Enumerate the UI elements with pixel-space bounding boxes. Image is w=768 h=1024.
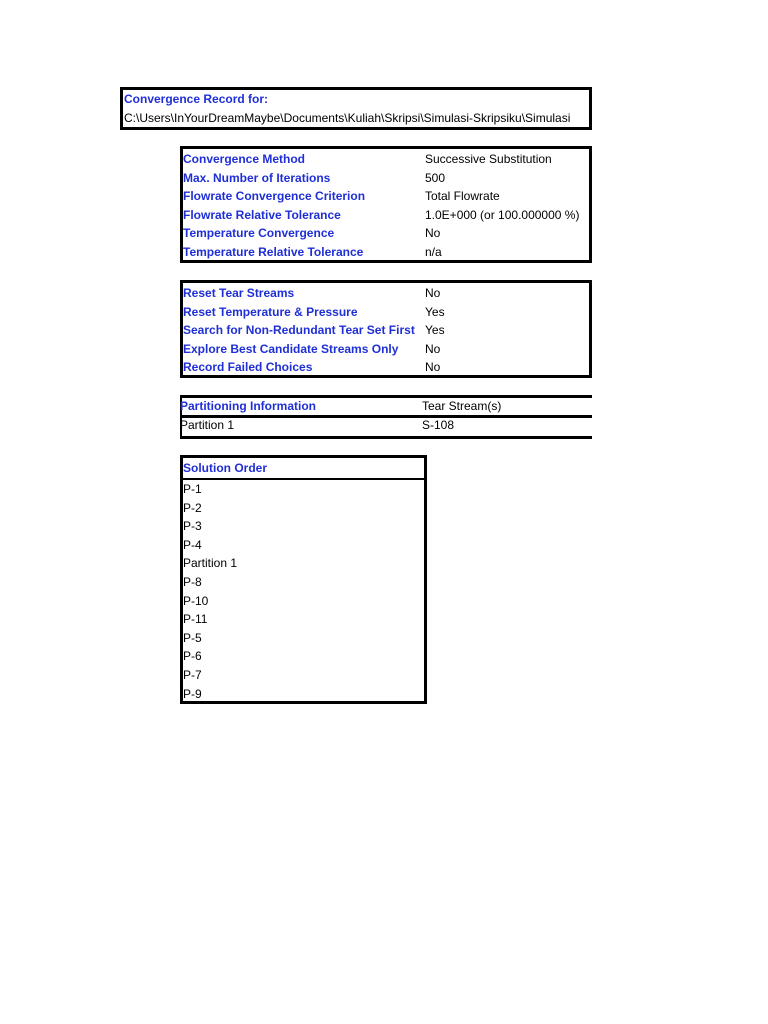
list-item: P-11 xyxy=(183,612,208,627)
option-row xyxy=(183,284,589,303)
tear-options-table xyxy=(180,280,592,378)
list-item: Partition 1 xyxy=(183,556,238,571)
partitioning-header xyxy=(180,395,592,418)
setting-label: Temperature Convergence xyxy=(183,226,335,241)
list-item: P-1 xyxy=(183,482,202,496)
option-value: No xyxy=(425,360,441,375)
setting-value: Successive Substitution xyxy=(425,152,552,166)
option-value: Yes xyxy=(425,323,445,338)
settings-row xyxy=(183,243,589,262)
setting-label: Temperature Relative Tolerance xyxy=(183,244,364,259)
setting-value: No xyxy=(425,226,441,241)
settings-row xyxy=(183,187,589,206)
list-item: P-4 xyxy=(183,537,202,552)
record-title: Convergence Record for: xyxy=(124,92,269,106)
partition-tear-stream: S-108 xyxy=(422,418,455,432)
setting-label: Max. Number of Iterations xyxy=(183,170,331,185)
setting-value: n/a xyxy=(425,244,442,259)
settings-row xyxy=(183,206,589,225)
solution-order-table xyxy=(180,455,427,704)
partitioning-header-value: Tear Stream(s) xyxy=(422,399,502,413)
list-item: P-7 xyxy=(183,667,202,682)
option-value: No xyxy=(425,286,441,300)
record-path: C:\Users\InYourDreamMaybe\Documents\Kuliah\Skripsi\Simulasi-Skripsiku\Simulasi xyxy=(124,111,571,125)
option-row xyxy=(183,358,589,377)
option-label: Record Failed Choices xyxy=(183,360,313,375)
setting-label: Flowrate Convergence Criterion xyxy=(183,189,366,204)
option-label: Search for Non-Redundant Tear Set First xyxy=(183,323,415,338)
list-item: P-3 xyxy=(183,519,202,534)
option-label: Reset Tear Streams xyxy=(183,286,295,300)
list-item: P-8 xyxy=(183,574,202,589)
option-label: Reset Temperature & Pressure xyxy=(183,304,358,319)
partition-row xyxy=(180,418,592,439)
option-row xyxy=(183,303,589,322)
solution-order-header: Solution Order xyxy=(183,458,424,480)
partition-row-content xyxy=(180,418,592,435)
setting-value: Total Flowrate xyxy=(425,189,500,204)
settings-row xyxy=(183,224,589,243)
convergence-record-box xyxy=(120,87,592,130)
option-label: Explore Best Candidate Streams Only xyxy=(183,341,399,356)
partitioning-header-label: Partitioning Information xyxy=(180,399,316,413)
list-item: P-6 xyxy=(183,649,202,664)
option-row xyxy=(183,340,589,359)
settings-row xyxy=(183,169,589,188)
settings-row xyxy=(183,150,589,169)
setting-label: Flowrate Relative Tolerance xyxy=(183,207,341,222)
partition-label: Partition 1 xyxy=(180,418,235,432)
setting-value: 1.0E+000 (or 100.000000 %) xyxy=(425,207,580,222)
option-value: Yes xyxy=(425,304,445,319)
setting-value: 500 xyxy=(425,170,446,185)
solution-order-list xyxy=(183,480,424,703)
list-item: P-2 xyxy=(183,500,202,515)
list-item: P-10 xyxy=(183,593,209,608)
list-item: P-5 xyxy=(183,630,202,645)
option-value: No xyxy=(425,341,441,356)
partitioning-header-row xyxy=(180,398,592,415)
setting-label: Convergence Method xyxy=(183,152,306,166)
list-item: P-9 xyxy=(183,686,202,701)
option-row xyxy=(183,321,589,340)
convergence-settings-table xyxy=(180,146,592,263)
